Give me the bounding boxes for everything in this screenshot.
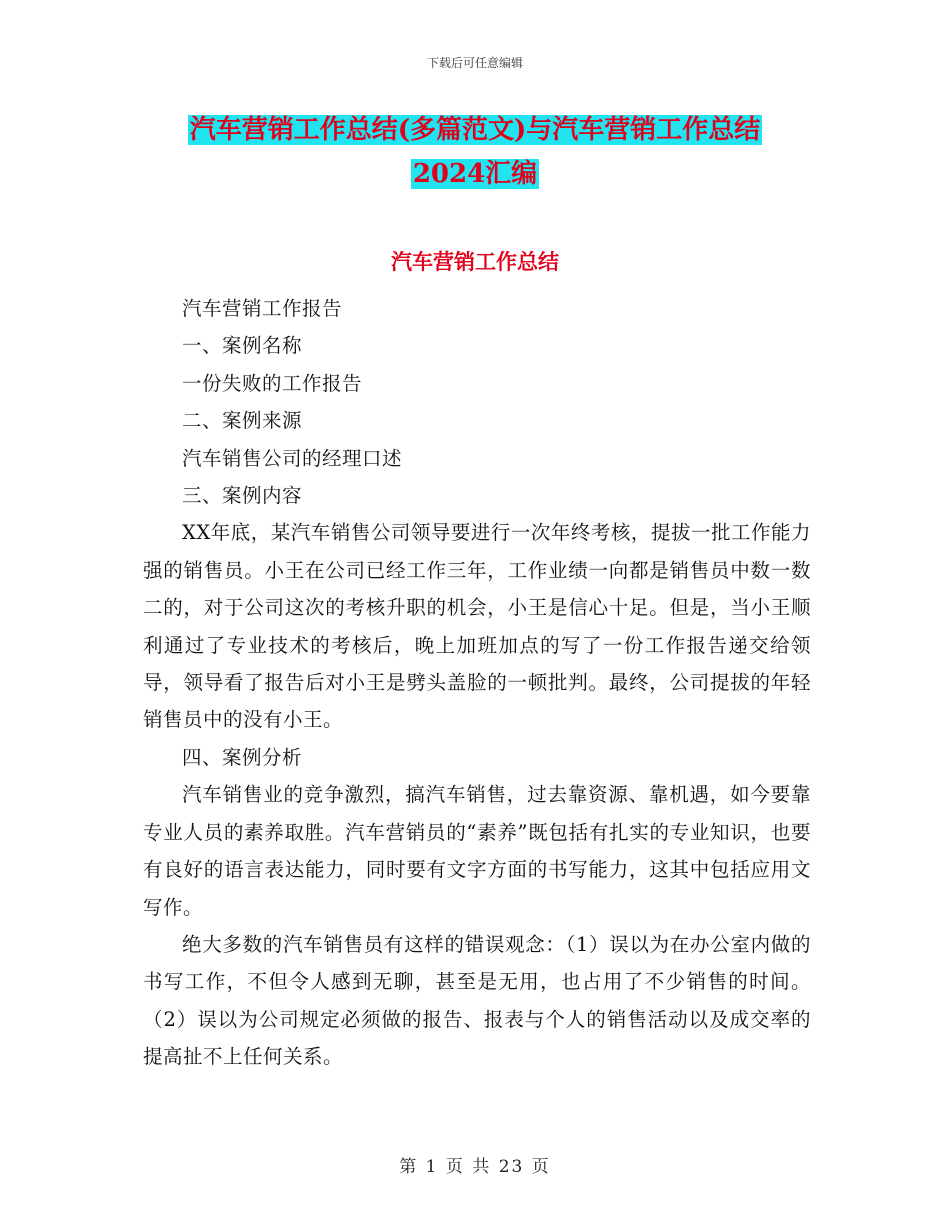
paragraph: 二、案例来源 — [182, 409, 303, 433]
page-footer: 第 1 页 共 23 页 — [399, 1157, 551, 1177]
paragraph: 汽车销售公司的经理口述 — [182, 446, 403, 470]
paragraph: 汽车销售业的竞争激烈，搞汽车销售，过去靠资源、靠机遇，如今要靠专业人员的素养取胜。汽车营销员的“素养”既包括有扎实的专业知识，也要有良好的语言表达能力，同时要有文字方面的书写能力，这其中包括应用文写作。 — [143, 783, 811, 919]
paragraph: 一份失败的工作报告 — [182, 371, 363, 395]
body-text — [143, 290, 811, 1076]
paragraph: 汽车营销工作报告 — [182, 297, 343, 320]
document-title — [0, 108, 950, 196]
title-line-1: 汽车营销工作总结(多篇范文)与汽车营销工作总结 — [189, 115, 761, 145]
section-heading: 汽车营销工作总结 — [391, 249, 559, 274]
title-line-2: 2024汇编 — [412, 159, 538, 189]
paragraph: 四、案例分析 — [182, 745, 303, 769]
paragraph: 绝大多数的汽车销售员有这样的错误观念：（1）误以为在办公室内做的书写工作，不但令人感到无聊，甚至是无用，也占用了不少销售的时间。（2）误以为公司规定必须做的报告、报表与个人的销售活动以及成交率的提高扯不上任何关系。 — [143, 932, 811, 1069]
header-note: 下载后可任意编辑 — [426, 56, 523, 70]
paragraph: 一、案例名称 — [182, 334, 303, 358]
paragraph: XX年底，某汽车销售公司领导要进行一次年终考核，提拔一批工作能力强的销售员。小王在公司已经工作三年，工作业绩一向都是销售员中数一数二的，对于公司这次的考核升职的机会，小王是信心十足。但是，当小王顺利通过了专业技术的考核后，晚上加班加点的写了一份工作报告递交给领导，领导看了报告后对小王是劈头盖脸的一顿批判。最终，公司提拔的年轻销售员中的没有小王。 — [143, 521, 811, 732]
paragraph: 三、案例内容 — [182, 484, 303, 508]
